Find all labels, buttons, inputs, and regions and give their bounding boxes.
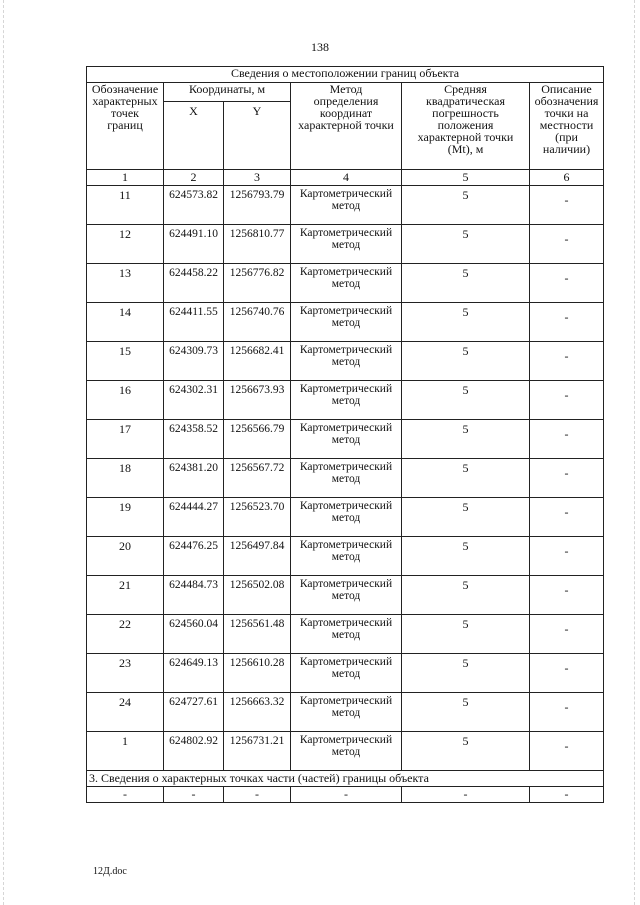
description-cell: - [530, 537, 604, 576]
page-edge-right [634, 0, 636, 905]
header-y: Y [224, 102, 291, 170]
error-cell: 5 [402, 420, 530, 459]
empty-cell: - [530, 787, 604, 803]
coord-y: 1256740.76 [224, 303, 291, 342]
boundary-coordinates-table [86, 66, 604, 803]
description-cell: - [530, 654, 604, 693]
description-cell: - [530, 459, 604, 498]
table-row [87, 342, 604, 381]
method-cell: Картометрический метод [291, 303, 402, 342]
coord-y: 1256731.21 [224, 732, 291, 771]
coord-x: 624476.25 [164, 537, 224, 576]
point-number: 21 [87, 576, 164, 615]
coord-y: 1256561.48 [224, 615, 291, 654]
coord-x: 624444.27 [164, 498, 224, 537]
point-number: 1 [87, 732, 164, 771]
point-number: 12 [87, 225, 164, 264]
method-cell: Картометрический метод [291, 693, 402, 732]
table-row [87, 264, 604, 303]
method-cell: Картометрический метод [291, 225, 402, 264]
error-cell: 5 [402, 186, 530, 225]
error-cell: 5 [402, 381, 530, 420]
description-cell: - [530, 264, 604, 303]
table-row [87, 303, 604, 342]
method-cell: Картометрический метод [291, 654, 402, 693]
coord-y: 1256673.93 [224, 381, 291, 420]
table-row [87, 381, 604, 420]
point-number: 11 [87, 186, 164, 225]
section3-title: 3. Сведения о характерных точках части (частей) границы объекта [87, 771, 604, 787]
table-row [87, 615, 604, 654]
header-designation: Обозначение характерных точек границ [87, 83, 164, 170]
table-row [87, 186, 604, 225]
empty-cell: - [164, 787, 224, 803]
method-cell: Картометрический метод [291, 732, 402, 771]
error-cell: 5 [402, 537, 530, 576]
point-number: 24 [87, 693, 164, 732]
table-row [87, 537, 604, 576]
coord-y: 1256663.32 [224, 693, 291, 732]
empty-cell: - [87, 787, 164, 803]
coord-y: 1256567.72 [224, 459, 291, 498]
method-cell: Картометрический метод [291, 537, 402, 576]
error-cell: 5 [402, 498, 530, 537]
method-cell: Картометрический метод [291, 615, 402, 654]
description-cell: - [530, 576, 604, 615]
table-row [87, 225, 604, 264]
coord-x: 624560.04 [164, 615, 224, 654]
coord-x: 624573.82 [164, 186, 224, 225]
section3-empty-row [87, 787, 604, 803]
coord-y: 1256566.79 [224, 420, 291, 459]
method-cell: Картометрический метод [291, 381, 402, 420]
method-cell: Картометрический метод [291, 459, 402, 498]
header-method: Метод определения координат характерной точки [291, 83, 402, 170]
coord-x: 624727.61 [164, 693, 224, 732]
method-cell: Картометрический метод [291, 576, 402, 615]
error-cell: 5 [402, 693, 530, 732]
description-cell: - [530, 615, 604, 654]
error-cell: 5 [402, 732, 530, 771]
error-cell: 5 [402, 576, 530, 615]
error-cell: 5 [402, 225, 530, 264]
table-row [87, 654, 604, 693]
point-number: 22 [87, 615, 164, 654]
column-number: 4 [291, 170, 402, 186]
coord-y: 1256776.82 [224, 264, 291, 303]
table-row [87, 732, 604, 771]
coord-y: 1256610.28 [224, 654, 291, 693]
point-number: 18 [87, 459, 164, 498]
header-coordinates: Координаты, м [164, 83, 291, 102]
point-number: 23 [87, 654, 164, 693]
empty-cell: - [291, 787, 402, 803]
coord-x: 624358.52 [164, 420, 224, 459]
description-cell: - [530, 498, 604, 537]
description-cell: - [530, 342, 604, 381]
empty-cell: - [402, 787, 530, 803]
error-cell: 5 [402, 459, 530, 498]
description-cell: - [530, 303, 604, 342]
method-cell: Картометрический метод [291, 342, 402, 381]
point-number: 17 [87, 420, 164, 459]
empty-cell: - [224, 787, 291, 803]
coord-y: 1256523.70 [224, 498, 291, 537]
page-edge-left [3, 0, 5, 905]
error-cell: 5 [402, 654, 530, 693]
error-cell: 5 [402, 264, 530, 303]
method-cell: Картометрический метод [291, 498, 402, 537]
coord-x: 624381.20 [164, 459, 224, 498]
point-number: 15 [87, 342, 164, 381]
error-cell: 5 [402, 342, 530, 381]
coord-y: 1256497.84 [224, 537, 291, 576]
coord-x: 624491.10 [164, 225, 224, 264]
method-cell: Картометрический метод [291, 420, 402, 459]
point-number: 19 [87, 498, 164, 537]
table-row [87, 420, 604, 459]
method-cell: Картометрический метод [291, 186, 402, 225]
table-row [87, 498, 604, 537]
footer-filename: 12Д.doc [93, 866, 127, 877]
description-cell: - [530, 186, 604, 225]
coord-x: 624458.22 [164, 264, 224, 303]
table-row [87, 693, 604, 732]
column-number-row [87, 170, 604, 186]
coord-y: 1256502.08 [224, 576, 291, 615]
coord-x: 624649.13 [164, 654, 224, 693]
description-cell: - [530, 732, 604, 771]
column-number: 3 [224, 170, 291, 186]
error-cell: 5 [402, 303, 530, 342]
coord-x: 624802.92 [164, 732, 224, 771]
section3-row [87, 771, 604, 787]
point-number: 13 [87, 264, 164, 303]
description-cell: - [530, 420, 604, 459]
coord-y: 1256810.77 [224, 225, 291, 264]
column-number: 5 [402, 170, 530, 186]
column-number: 2 [164, 170, 224, 186]
point-number: 20 [87, 537, 164, 576]
description-cell: - [530, 225, 604, 264]
coord-x: 624302.31 [164, 381, 224, 420]
column-number: 1 [87, 170, 164, 186]
error-cell: 5 [402, 615, 530, 654]
description-cell: - [530, 693, 604, 732]
table-title: Сведения о местоположении границ объекта [87, 67, 604, 83]
method-cell: Картометрический метод [291, 264, 402, 303]
header-description: Описание обозначения точки на местности (при наличии) [530, 83, 604, 170]
header-x: X [164, 102, 224, 170]
table-row [87, 576, 604, 615]
description-cell: - [530, 381, 604, 420]
coord-x: 624411.55 [164, 303, 224, 342]
header-error: Средняя квадратическая погрешность положения характерной точки (Mt), м [402, 83, 530, 170]
table-row [87, 459, 604, 498]
point-number: 14 [87, 303, 164, 342]
point-number: 16 [87, 381, 164, 420]
page-number: 138 [311, 40, 329, 54]
coord-y: 1256793.79 [224, 186, 291, 225]
coord-x: 624309.73 [164, 342, 224, 381]
column-number: 6 [530, 170, 604, 186]
coord-x: 624484.73 [164, 576, 224, 615]
coord-y: 1256682.41 [224, 342, 291, 381]
